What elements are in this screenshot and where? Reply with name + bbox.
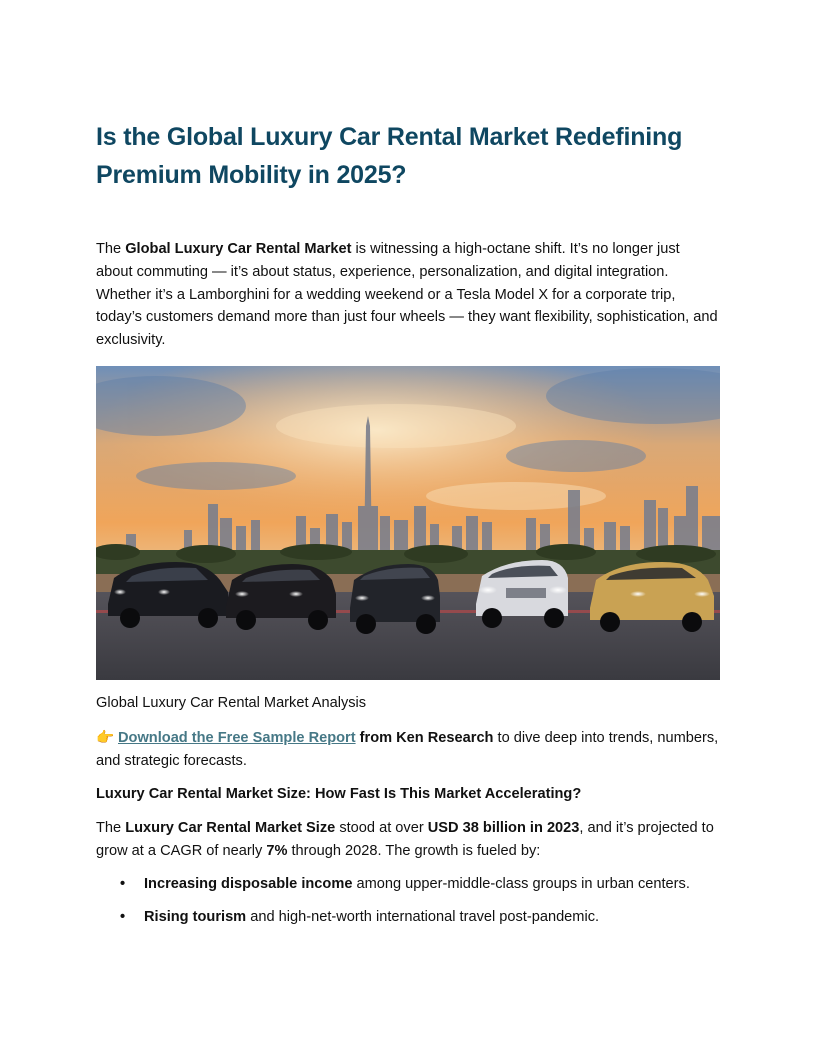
pointing-hand-icon: 👉 [96,729,115,746]
market-text-1: The [96,820,126,837]
list-item [96,873,720,896]
market-size-paragraph [96,817,720,863]
intro-text-pre: The [96,241,126,257]
bullet-icon: • [120,875,126,892]
growth-drivers-list [96,873,720,929]
intro-text-post: is witnessing a high-octane shift. It’s no longer just about commuting — it’s about status, experience, personalization, and digital integration. Whether it’s a Lamborghini for a wedding weekend or a Tesla Model X for a corporate trip, today’s customers demand more than just four wheels — they want flexibility, sophistication, and exclusivity. [96,241,718,349]
download-sample-report-link[interactable]: Download the Free Sample Report [118,729,356,746]
list-item-text: among upper-middle-class groups in urban centers. [352,875,690,892]
list-item-bold: Increasing disposable income [144,875,353,892]
market-text-4: through 2028. The growth is fueled by: [287,842,541,859]
cta-paragraph [96,727,720,773]
page-title: Is the Global Luxury Car Rental Market Redefining Premium Mobility in 2025? [96,123,683,189]
cta-source: from Ken Research [355,729,494,746]
list-item [96,906,720,929]
intro-bold-term: Global Luxury Car Rental Market [125,241,352,257]
market-text-3: , and it’s projected to grow at a CAGR of nearly [96,820,714,859]
market-bold-3: 7% [266,842,288,859]
list-item-text: and high-net-worth international travel post-pandemic. [246,908,600,925]
market-bold-2: USD 38 billion in 2023 [427,820,580,837]
market-text-2: stood at over [335,820,428,837]
market-bold-1: Luxury Car Rental Market Size [125,820,336,837]
list-item-bold: Rising tourism [144,908,247,925]
hero-image [96,366,720,680]
intro-paragraph [96,238,720,352]
section-heading: Luxury Car Rental Market Size: How Fast Is This Market Accelerating? [96,786,582,803]
cta-rest: to dive deep into trends, numbers, and strategic forecasts. [96,729,719,769]
figure-caption: Global Luxury Car Rental Market Analysis [96,694,367,711]
bullet-icon: • [120,908,126,925]
document-page [96,118,720,938]
